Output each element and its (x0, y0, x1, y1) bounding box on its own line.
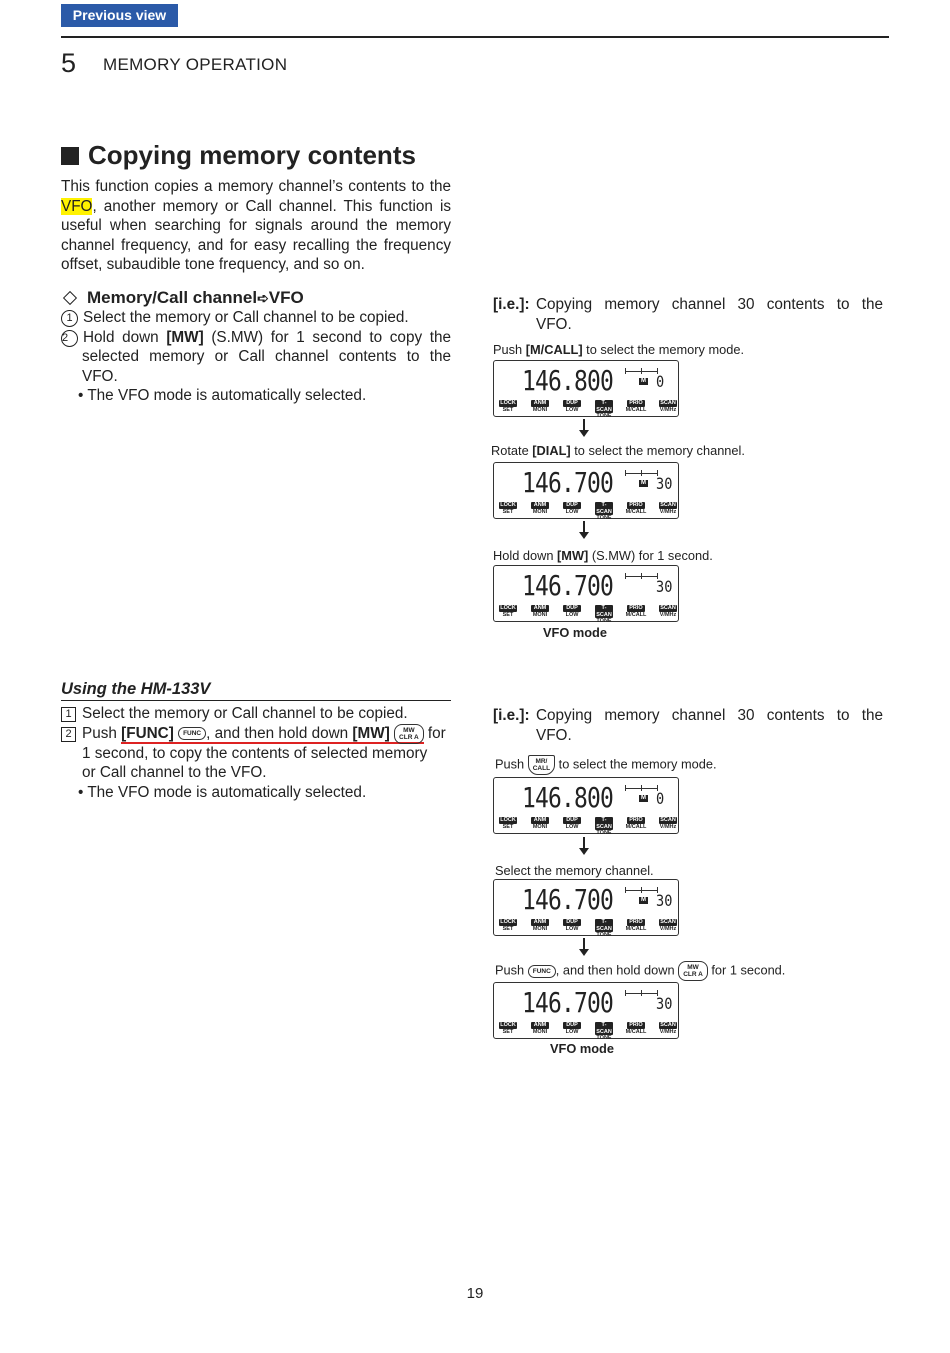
step-text: (S.MW) for 1 second to copy the (211, 328, 452, 346)
step-2 (61, 328, 451, 348)
intro-paragraph (61, 177, 451, 275)
example2-text (493, 706, 883, 745)
mw-underline (206, 725, 424, 744)
lcd-frequency: 146.700 (522, 986, 614, 1019)
step-text: Select the memory or Call channel to be copied. (83, 309, 409, 326)
lcd-channel: 30 (656, 474, 673, 493)
step-text: selected memory or Call channel contents to the (82, 348, 451, 366)
caption: Rotate [DIAL] to select the memory channel. (491, 443, 745, 458)
diamond-icon (63, 291, 77, 305)
lcd-key-label: ANM MONI (532, 605, 548, 618)
intro-line: offset, subaudible tone frequency, and so on. (61, 256, 365, 274)
lcd-scale (625, 473, 658, 474)
func-underline (121, 725, 206, 744)
lcd-key-label: DUP LOW (560, 400, 584, 413)
section-title (61, 140, 416, 171)
lcd-key-label: LOCK SET (500, 817, 516, 830)
lcd-frequency: 146.700 (522, 569, 614, 602)
step-text: , and then hold down (206, 724, 349, 742)
key-mw: [MW] (352, 724, 390, 742)
previous-view-button[interactable]: Previous view (61, 4, 178, 27)
lcd-key-label: T-SCAN TONE (596, 1022, 612, 1041)
vfo-highlight: VFO (61, 197, 93, 215)
step-text: Hold down (83, 328, 159, 346)
example-line: VFO. (536, 726, 572, 744)
vfo-mode-label: VFO mode (550, 1041, 614, 1056)
lcd-key-label: T-SCAN TONE (596, 502, 612, 521)
mw-key-icon: MW CLR A (394, 724, 424, 744)
key-mw: [MW] (166, 328, 204, 346)
lcd-key-label: SCAN V/MHz (659, 817, 677, 830)
step-text: or Call channel to the VFO. (82, 764, 267, 782)
subsection-title-text: Memory/Call channel (87, 288, 258, 307)
example1-text (493, 295, 883, 334)
lcd-key-label: LOCK SET (500, 502, 516, 515)
lcd-display (493, 360, 679, 417)
lcd-key-label: SCAN V/MHz (659, 919, 677, 932)
down-arrow-icon (583, 419, 585, 435)
lcd-scale (625, 788, 658, 789)
func-key-icon: FUNC (178, 727, 206, 740)
lcd-key-label: ANM MONI (532, 400, 548, 413)
lcd-key-label: SCAN V/MHz (659, 502, 677, 515)
example-line: Copying memory channel 30 contents to the (536, 296, 883, 313)
lcd-key-label: LOCK SET (500, 919, 516, 932)
subsection-title (61, 288, 304, 308)
intro-line: channel frequency, and for easy recalling the frequency (61, 236, 451, 254)
lcd-frequency: 146.700 (522, 466, 614, 499)
chapter-number: 5 (61, 48, 77, 78)
section-title-text: Copying memory contents (88, 140, 416, 170)
step-text: for (427, 724, 446, 742)
lcd-key-label: PRIO M/CALL (625, 400, 647, 413)
step-number: 2 (61, 727, 76, 742)
lcd-key-label: DUP LOW (560, 605, 584, 618)
mr-call-key-icon: MR/ CALL (528, 755, 555, 775)
step-1 (61, 704, 451, 724)
lcd-key-label: T-SCAN TONE (596, 605, 612, 624)
bullet-note: • The VFO mode is automatically selected. (78, 387, 367, 405)
lcd-display (493, 777, 679, 834)
lcd-frequency: 146.800 (522, 364, 614, 397)
step-number: 2 (61, 330, 78, 347)
lcd-key-label: SCAN V/MHz (659, 1022, 677, 1035)
lcd-key-label: DUP LOW (560, 817, 584, 830)
lcd-key-label: PRIO M/CALL (625, 919, 647, 932)
page-number: 19 (466, 1285, 484, 1302)
step-text: 1 second, to copy the contents of selected memory (82, 744, 428, 762)
lcd-frequency: 146.800 (522, 781, 614, 814)
lcd-memory-badge: M (641, 480, 646, 486)
lcd-memory-badge: M (641, 795, 646, 801)
step-text: VFO. (82, 367, 118, 385)
down-arrow-icon (583, 521, 585, 537)
lcd-scale (625, 371, 658, 372)
step-number: 1 (61, 707, 76, 722)
lcd-channel: 30 (656, 994, 673, 1013)
lcd-key-label: DUP LOW (560, 502, 584, 515)
memcall-steps (61, 308, 451, 406)
lcd-key-label: ANM MONI (532, 502, 548, 515)
lcd-key-label: ANM MONI (532, 1022, 548, 1035)
ie-label: [i.e.]: (493, 296, 530, 313)
caption: Select the memory channel. (495, 863, 654, 878)
lcd-key-label: ANM MONI (532, 817, 548, 830)
lcd-key-label: PRIO M/CALL (625, 502, 647, 515)
mw-key-icon: MW CLR A (678, 961, 708, 981)
step-2 (61, 724, 451, 744)
lcd-scale (625, 890, 658, 891)
lcd-key-label: PRIO M/CALL (625, 1022, 647, 1035)
caption: Push [M/CALL] to select the memory mode. (493, 342, 745, 357)
lcd-key-label: PRIO M/CALL (625, 605, 647, 618)
caption: Push FUNC , and then hold down MW CLR A for 1 second. (495, 961, 785, 981)
lcd-channel: 30 (656, 577, 673, 596)
key-func: [FUNC] (121, 724, 174, 742)
lcd-key-label: ANM MONI (532, 919, 548, 932)
example-line: VFO. (536, 315, 572, 333)
lcd-key-label: T-SCAN TONE (596, 400, 612, 419)
lcd-display (493, 462, 679, 519)
lcd-memory-badge: M (641, 378, 646, 384)
step-text: Push (82, 724, 117, 742)
lcd-scale (625, 576, 658, 577)
lcd-key-label: DUP LOW (560, 1022, 584, 1035)
lcd-key-label: PRIO M/CALL (625, 817, 647, 830)
lcd-scale (625, 993, 658, 994)
bullet-note: • The VFO mode is automatically selected. (78, 783, 367, 801)
intro-line: This function copies a memory channel’s contents to the (61, 178, 451, 195)
example-line: Copying memory channel 30 contents to the (536, 707, 883, 724)
step-1 (61, 308, 451, 328)
vfo-mode-label: VFO mode (543, 625, 607, 640)
arrow-icon: ➪ (257, 289, 269, 306)
lcd-display (493, 982, 679, 1039)
intro-line: useful when searching for signals around the memory (61, 217, 451, 235)
caption: Push MR/ CALL to select the memory mode. (495, 755, 717, 775)
func-key-icon: FUNC (528, 965, 556, 978)
header-rule (61, 36, 889, 38)
step-number: 1 (61, 310, 78, 327)
using-steps (61, 704, 451, 802)
chapter-title: MEMORY OPERATION (103, 55, 288, 74)
lcd-key-label: LOCK SET (500, 1022, 516, 1035)
lcd-key-label: T-SCAN TONE (596, 817, 612, 836)
black-square-icon (61, 147, 79, 165)
ie-label: [i.e.]: (493, 707, 530, 724)
lcd-key-label: DUP LOW (560, 919, 584, 932)
lcd-frequency: 146.700 (522, 883, 614, 916)
lcd-channel: 30 (656, 891, 673, 910)
lcd-display (493, 565, 679, 622)
lcd-display (493, 879, 679, 936)
down-arrow-icon (583, 938, 585, 954)
intro-line (61, 197, 451, 217)
lcd-channel: 0 (656, 789, 665, 808)
using-title: Using the HM-133V (61, 680, 451, 701)
lcd-key-label: T-SCAN TONE (596, 919, 612, 938)
down-arrow-icon (583, 837, 585, 853)
lcd-key-label: LOCK SET (500, 605, 516, 618)
lcd-channel: 0 (656, 372, 665, 391)
step-text: Select the memory or Call channel to be copied. (82, 705, 408, 722)
caption: Hold down [MW] (S.MW) for 1 second. (493, 548, 713, 563)
lcd-memory-badge: M (641, 897, 646, 903)
subsection-title-vfo: VFO (268, 288, 304, 307)
lcd-key-label: LOCK SET (500, 400, 516, 413)
lcd-key-label: SCAN V/MHz (659, 400, 677, 413)
intro-text: , another memory or Call channel. This function is (92, 197, 451, 215)
lcd-key-label: SCAN V/MHz (659, 605, 677, 618)
